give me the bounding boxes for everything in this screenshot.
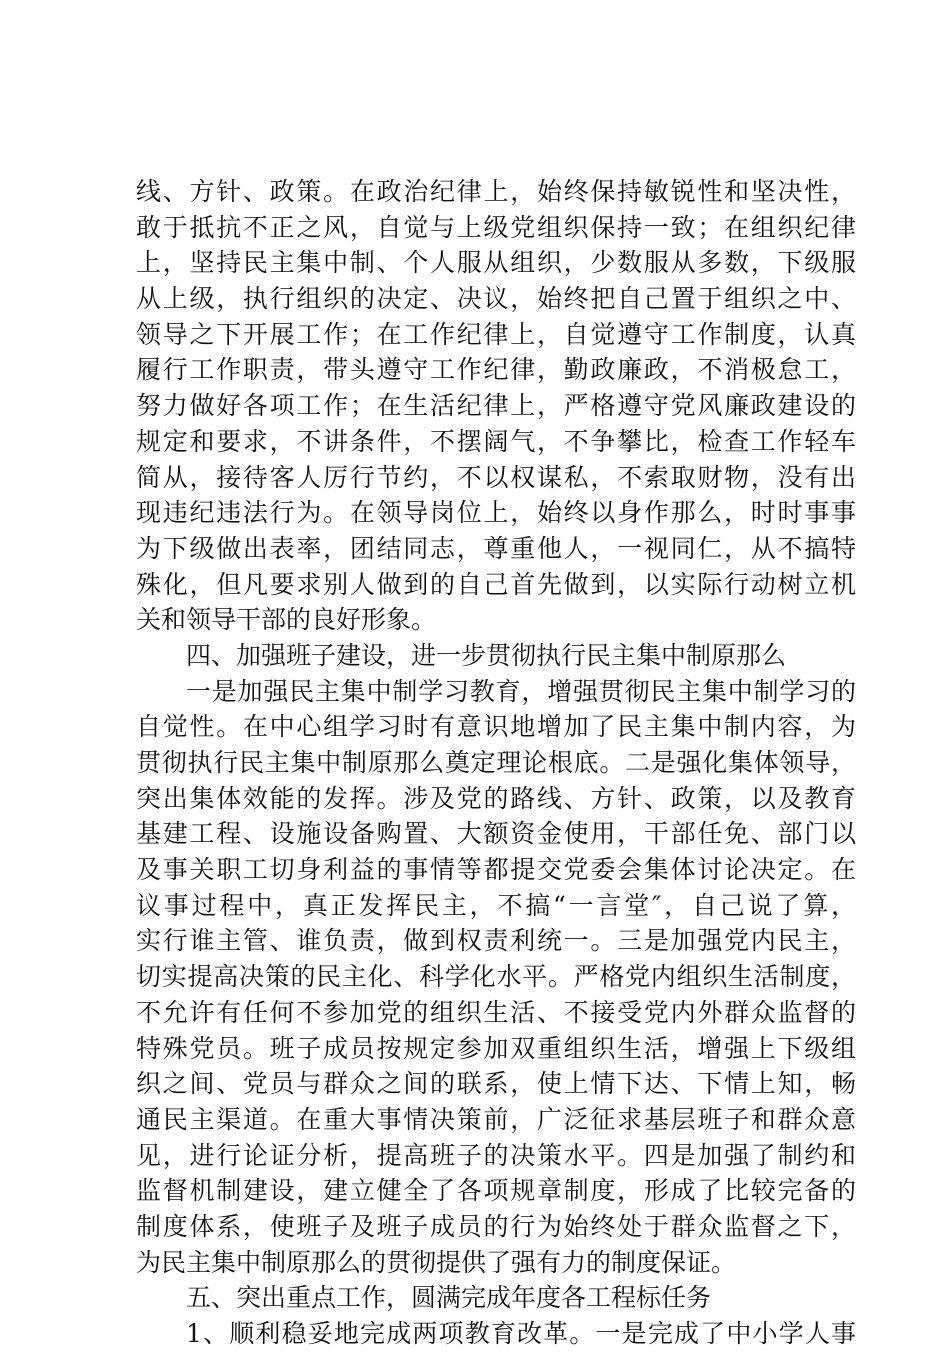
- text-line: 履行工作职责，带头遵守工作纪律，勤政廉政，不消极怠工，: [136, 355, 856, 385]
- text-line: 实行谁主管、谁负责，做到权责利统一。三是加强党内民主，: [136, 926, 856, 956]
- text-line: 切实提高决策的民主化、科学化水平。严格党内组织生活制度，: [136, 962, 856, 992]
- text-line: 见，进行论证分析，提高班子的决策水平。四是加强了制约和: [136, 1140, 856, 1170]
- text-line: 贯彻执行民主集中制原那么奠定理论根底。二是强化集体领导，: [136, 748, 856, 777]
- text-line: 监督机制建设，建立健全了各项规章制度，形成了比较完备的: [136, 1176, 856, 1206]
- text-line: 为下级做出表率，团结同志，尊重他人，一视同仁，从不搞特: [136, 533, 856, 563]
- text-line: 上，坚持民主集中制、个人服从组织，少数服从多数，下级服: [136, 248, 856, 278]
- text-line: 为民主集中制原那么的贯彻提供了强有力的制度保证。: [136, 1247, 737, 1277]
- text-line: 织之间、党员与群众之间的联系，使上情下达、下情上知，畅: [136, 1069, 856, 1099]
- text-line: 不允许有任何不参加党的组织生活、不接受党内外群众监督的: [136, 997, 856, 1027]
- text-line: 基建工程、设施设备购置、大额资金使用，干部任免、部门以: [136, 819, 856, 849]
- text-line: 议事过程中，真正发挥民主，不搞“一言堂″，自己说了算，: [136, 890, 856, 920]
- text-line: 制度体系，使班子及班子成员的行为始终处于群众监督之下，: [136, 1211, 856, 1241]
- text-line: 通民主渠道。在重大事情决策前，广泛征求基层班子和群众意: [136, 1104, 856, 1134]
- text-line: 殊化，但凡要求别人做到的自己首先做到，以实际行动树立机: [136, 569, 856, 599]
- text-line: 领导之下开展工作；在工作纪律上，自觉遵守工作制度，认真: [136, 319, 856, 349]
- text-line: 及事关职工切身利益的事情等都提交党委会集体讨论决定。在: [136, 855, 856, 885]
- text-line: 努力做好各项工作；在生活纪律上，严格遵守党风廉政建设的: [136, 391, 856, 421]
- text-line: 线、方针、政策。在政治纪律上，始终保持敏锐性和坚决性，: [136, 177, 856, 206]
- text-line: 特殊党员。班子成员按规定参加双重组织生活，增强上下级组: [136, 1033, 856, 1063]
- text-line: 1、顺利稳妥地完成两项教育改革。一是完成了中小学人事: [186, 1319, 856, 1348]
- text-line: 一是加强民主集中制学习教育，增强贯彻民主集中制学习的: [186, 676, 856, 706]
- section-heading: 四、加强班子建设，进一步贯彻执行民主集中制原那么: [186, 640, 787, 670]
- text-line: 关和领导干部的良好形象。: [136, 605, 437, 635]
- text-line: 敢于抵抗不正之风，自觉与上级党组织保持一致；在组织纪律: [136, 212, 856, 242]
- text-line: 突出集体效能的发挥。涉及党的路线、方针、政策，以及教育: [136, 783, 856, 813]
- body-text: [136, 174, 856, 1352]
- text-line: 从上级，执行组织的决定、决议，始终把自己置于组织之中、: [136, 284, 856, 314]
- text-line: 现违纪违法行为。在领导岗位上，始终以身作那么，时时事事: [136, 498, 856, 528]
- text-line: 简从，接待客人厉行节约，不以权谋私，不索取财物，没有出: [136, 462, 856, 492]
- section-heading: 五、突出重点工作，圆满完成年度各工程标任务: [186, 1283, 712, 1313]
- text-line: 自觉性。在中心组学习时有意识地增加了民主集中制内容，为: [136, 712, 856, 742]
- text-line: 规定和要求，不讲条件，不摆阔气，不争攀比，检查工作轻车: [136, 426, 856, 456]
